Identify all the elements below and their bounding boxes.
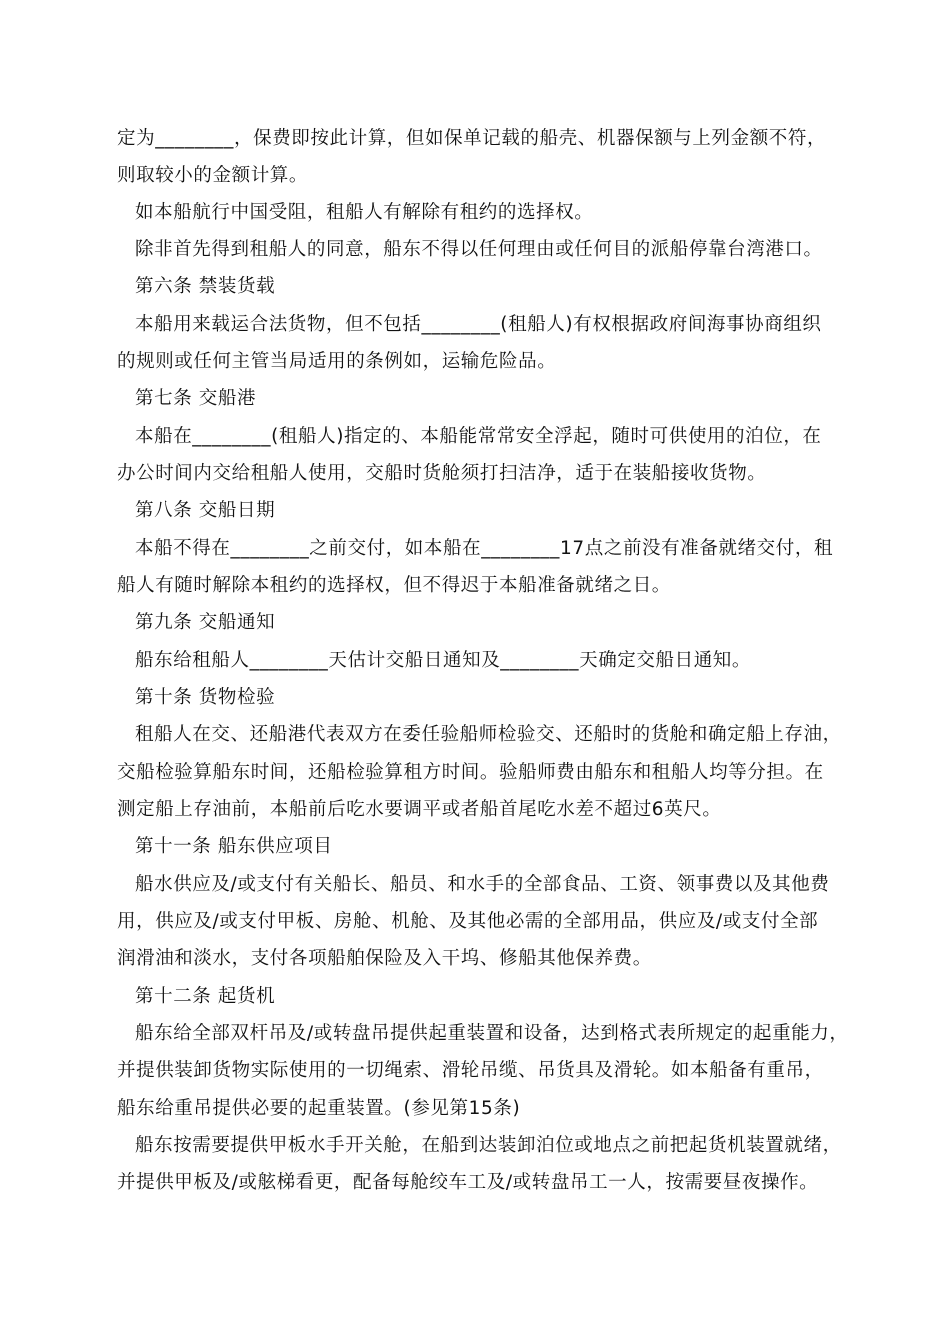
paragraph-line: 本船用来载运合法货物，但不包括________(租船人)有权根据政府间海事协商组织 [135, 314, 822, 335]
paragraph-line: 用，供应及/或支付甲板、房舱、机舱、及其他必需的全部用品，供应及/或支付全部 [117, 911, 819, 932]
paragraph-line: 船东按需要提供甲板水手开关舱，在船到达装卸泊位或地点之前把起货机装置就绪， [135, 1135, 842, 1156]
section-heading: 第六条 禁装货载 [135, 276, 276, 297]
paragraph-line: 办公时间内交给租船人使用，交船时货舱须打扫洁净，适于在装船接收货物。 [117, 463, 767, 484]
paragraph-line: 测定船上存油前，本船前后吃水要调平或者船首尾吃水差不超过6英尺。 [117, 799, 722, 820]
paragraph-line: 的规则或任何主管当局适用的条例如，运输危险品。 [117, 351, 557, 372]
paragraph-line: 本船不得在________之前交付，如本船在________17点之前没有准备就绪交付，租 [135, 538, 834, 559]
paragraph-line: 并提供甲板及/或舷梯看更，配备每舱绞车工及/或转盘吊工一人，按需要昼夜操作。 [117, 1172, 819, 1193]
paragraph-line: 则取较小的金额计算。 [117, 165, 309, 186]
paragraph-line: 租船人在交、还船港代表双方在委任验船师检验交、还船时的货舱和确定船上存油， [135, 724, 842, 745]
paragraph-line: 本船在________(租船人)指定的、本船能常常安全浮起，随时可供使用的泊位，在 [135, 426, 822, 447]
paragraph-line: 润滑油和淡水，支付各项船舶保险及入干坞、修船其他保养费。 [117, 948, 652, 969]
paragraph-line: 船水供应及/或支付有关船长、船员、和水手的全部食品、工资、领事费以及其他费 [135, 874, 830, 895]
paragraph-line: 船东给租船人________天估计交船日通知及________天确定交船日通知。 [135, 650, 752, 671]
section-heading: 第十一条 船东供应项目 [135, 836, 333, 857]
paragraph-line: 并提供装卸货物实际使用的一切绳索、滑轮吊缆、吊货具及滑轮。如本船备有重吊， [117, 1060, 824, 1081]
section-heading: 第十条 货物检验 [135, 687, 276, 708]
paragraph-line: 船东给全部双杆吊及/或转盘吊提供起重装置和设备，达到格式表所规定的起重能力， [135, 1023, 849, 1044]
paragraph-line: 除非首先得到租船人的同意，船东不得以任何理由或任何目的派船停靠台湾港口。 [135, 239, 823, 260]
paragraph-line: 船东给重吊提供必要的起重装置。(参见第15条) [117, 1098, 521, 1119]
section-heading: 第九条 交船通知 [135, 612, 276, 633]
paragraph-line: 交船检验算船东时间，还船检验算租方时间。验船师费由船东和租船人均等分担。在 [117, 762, 824, 783]
paragraph-line: 如本船航行中国受阻，租船人有解除有租约的选择权。 [135, 202, 594, 223]
paragraph-line: 船人有随时解除本租约的选择权，但不得迟于本船准备就绪之日。 [117, 575, 671, 596]
section-heading: 第十二条 起货机 [135, 986, 276, 1007]
section-heading: 第七条 交船港 [135, 388, 257, 409]
section-heading: 第八条 交船日期 [135, 500, 276, 521]
paragraph-line: 定为________，保费即按此计算，但如保单记载的船壳、机器保额与上列金额不符， [117, 128, 827, 149]
